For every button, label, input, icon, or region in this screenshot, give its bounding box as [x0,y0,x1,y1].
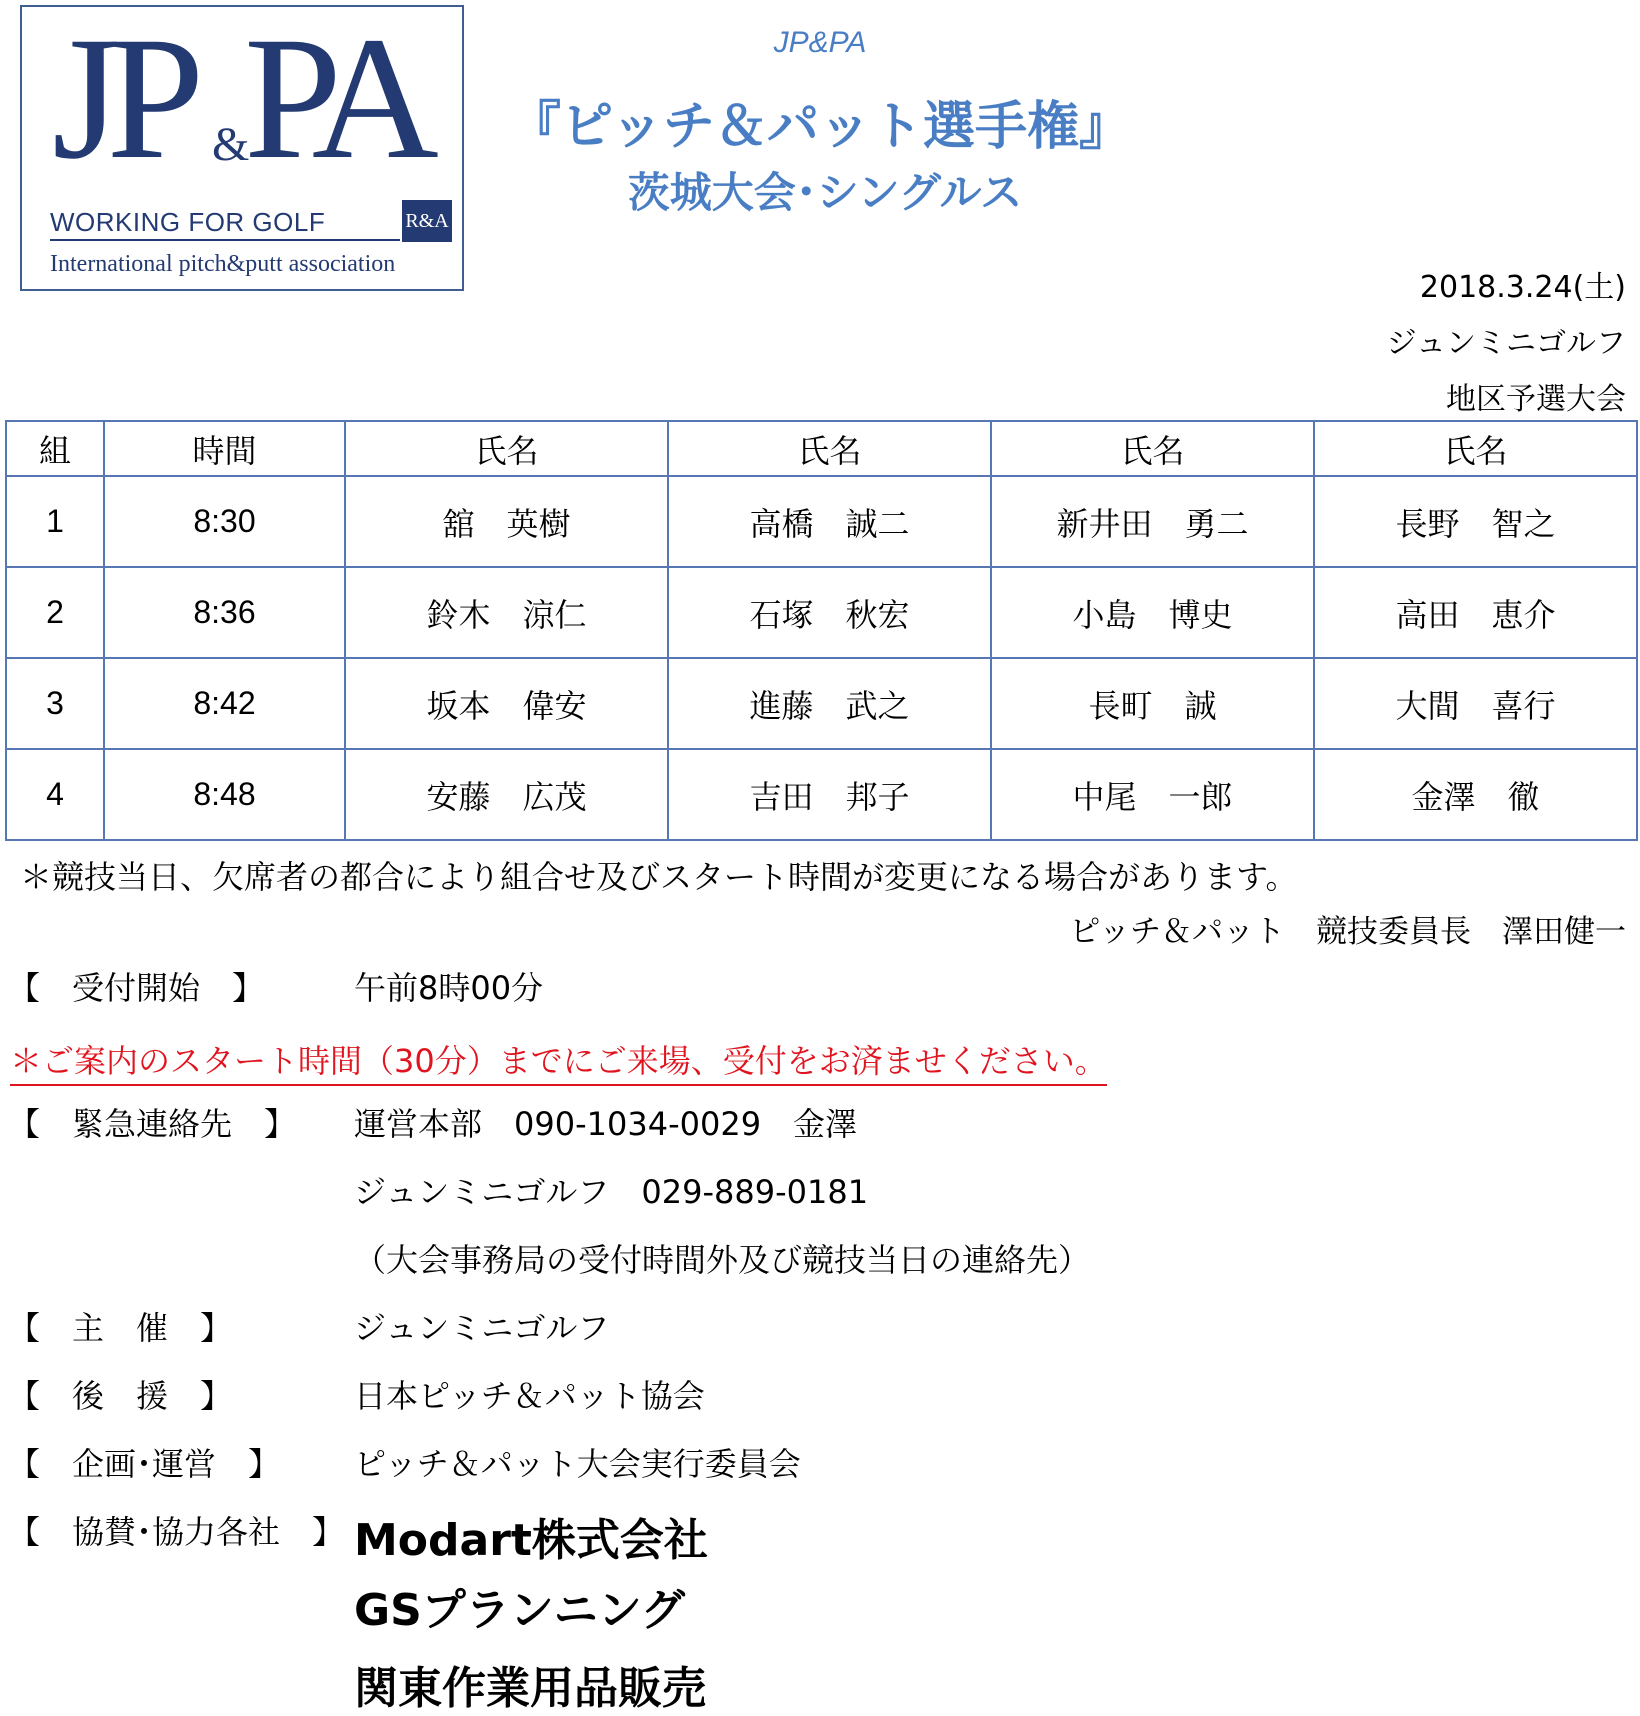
player-name: 坂本 偉安 [345,658,668,749]
arrival-notice: ＊ご案内のスタート時間（30分）までにご来場、受付をお済ませください。 [10,1036,1107,1086]
page-title: 『ピッチ＆パット選手権』 [509,97,1131,157]
sponsor-item: 関東作業用品販売 [354,1663,706,1714]
emergency-label: 【 緊急連絡先 】 [8,1105,297,1143]
header-group: 組 [6,421,104,476]
reception-value: 午前8時00分 [354,969,544,1007]
start-time: 8:42 [104,658,345,749]
header-name-2: 氏名 [668,421,991,476]
table-row [6,658,1637,749]
player-name: 石塚 秋宏 [668,567,991,658]
logo-ra-badge: R&A [402,200,452,242]
reception-label: 【 受付開始 】 [8,969,265,1007]
header-name-4: 氏名 [1314,421,1637,476]
start-time: 8:48 [104,749,345,840]
start-time: 8:30 [104,476,345,567]
organizer-value: ピッチ＆パット大会実行委員会 [354,1445,801,1483]
header-time: 時間 [104,421,345,476]
player-name: 大間 喜行 [1314,658,1637,749]
header-name-3: 氏名 [991,421,1314,476]
title-region: 茨城大会･シングルス [627,168,1023,217]
player-name: 長町 誠 [991,658,1314,749]
table-row [6,567,1637,658]
sponsor-item: Modart株式会社 [354,1515,708,1566]
emergency-line-1: 運営本部 090-1034-0029 金澤 [354,1105,858,1143]
group-number: 2 [6,567,104,658]
group-number: 4 [6,749,104,840]
start-time: 8:36 [104,567,345,658]
player-name: 小島 博史 [991,567,1314,658]
player-name: 高田 恵介 [1314,567,1637,658]
table-row [6,476,1637,567]
player-name: 安藤 広茂 [345,749,668,840]
sponsor-item: GSプランニング [354,1585,685,1636]
logo-amp: & [212,118,250,171]
host-label: 【 主 催 】 [8,1309,233,1347]
event-date: 2018.3.24(土) [1419,270,1626,305]
support-label: 【 後 援 】 [8,1377,233,1415]
player-name: 吉田 邦子 [668,749,991,840]
player-name: 舘 英樹 [345,476,668,567]
committee-signature: ピッチ＆パット 競技委員長 澤田健一 [1069,914,1626,950]
group-number: 1 [6,476,104,567]
pairing-table [5,420,1638,841]
emergency-line-3: （大会事務局の受付時間外及び競技当日の連絡先） [354,1241,1091,1279]
player-name: 鈴木 涼仁 [345,567,668,658]
group-number: 3 [6,658,104,749]
player-name: 金澤 徹 [1314,749,1637,840]
event-venue: ジュンミニゴルフ [1386,326,1626,361]
player-name: 長野 智之 [1314,476,1637,567]
logo-association: International pitch&putt association [50,251,396,277]
event-stage: 地区予選大会 [1446,382,1626,417]
logo-slogan: WORKING FOR GOLF [50,207,326,237]
player-name: 新井田 勇二 [991,476,1314,567]
logo-jp: JP [52,1,191,196]
player-name: 進藤 武之 [668,658,991,749]
jppa-logo [20,1,464,291]
logo-mark [52,1,442,196]
title-sub: JP&PA [773,26,867,59]
player-name: 高橋 誠二 [668,476,991,567]
change-notice: ＊競技当日、欠席者の都合により組合せ及びスタート時間が変更になる場合があります。 [20,858,1298,896]
support-value: 日本ピッチ＆パット協会 [354,1377,705,1415]
organizer-label: 【 企画･運営 】 [8,1445,281,1483]
emergency-line-2: ジュンミニゴルフ 029-889-0181 [354,1173,869,1211]
header-name-1: 氏名 [345,421,668,476]
host-value: ジュンミニゴルフ [354,1309,610,1347]
logo-pa: PA [244,1,425,196]
table-row [6,749,1637,840]
sponsors-label: 【 協賛･協力各社 】 [8,1513,345,1551]
logo-divider [50,239,400,241]
player-name: 中尾 一郎 [991,749,1314,840]
table-header-row [6,421,1637,476]
